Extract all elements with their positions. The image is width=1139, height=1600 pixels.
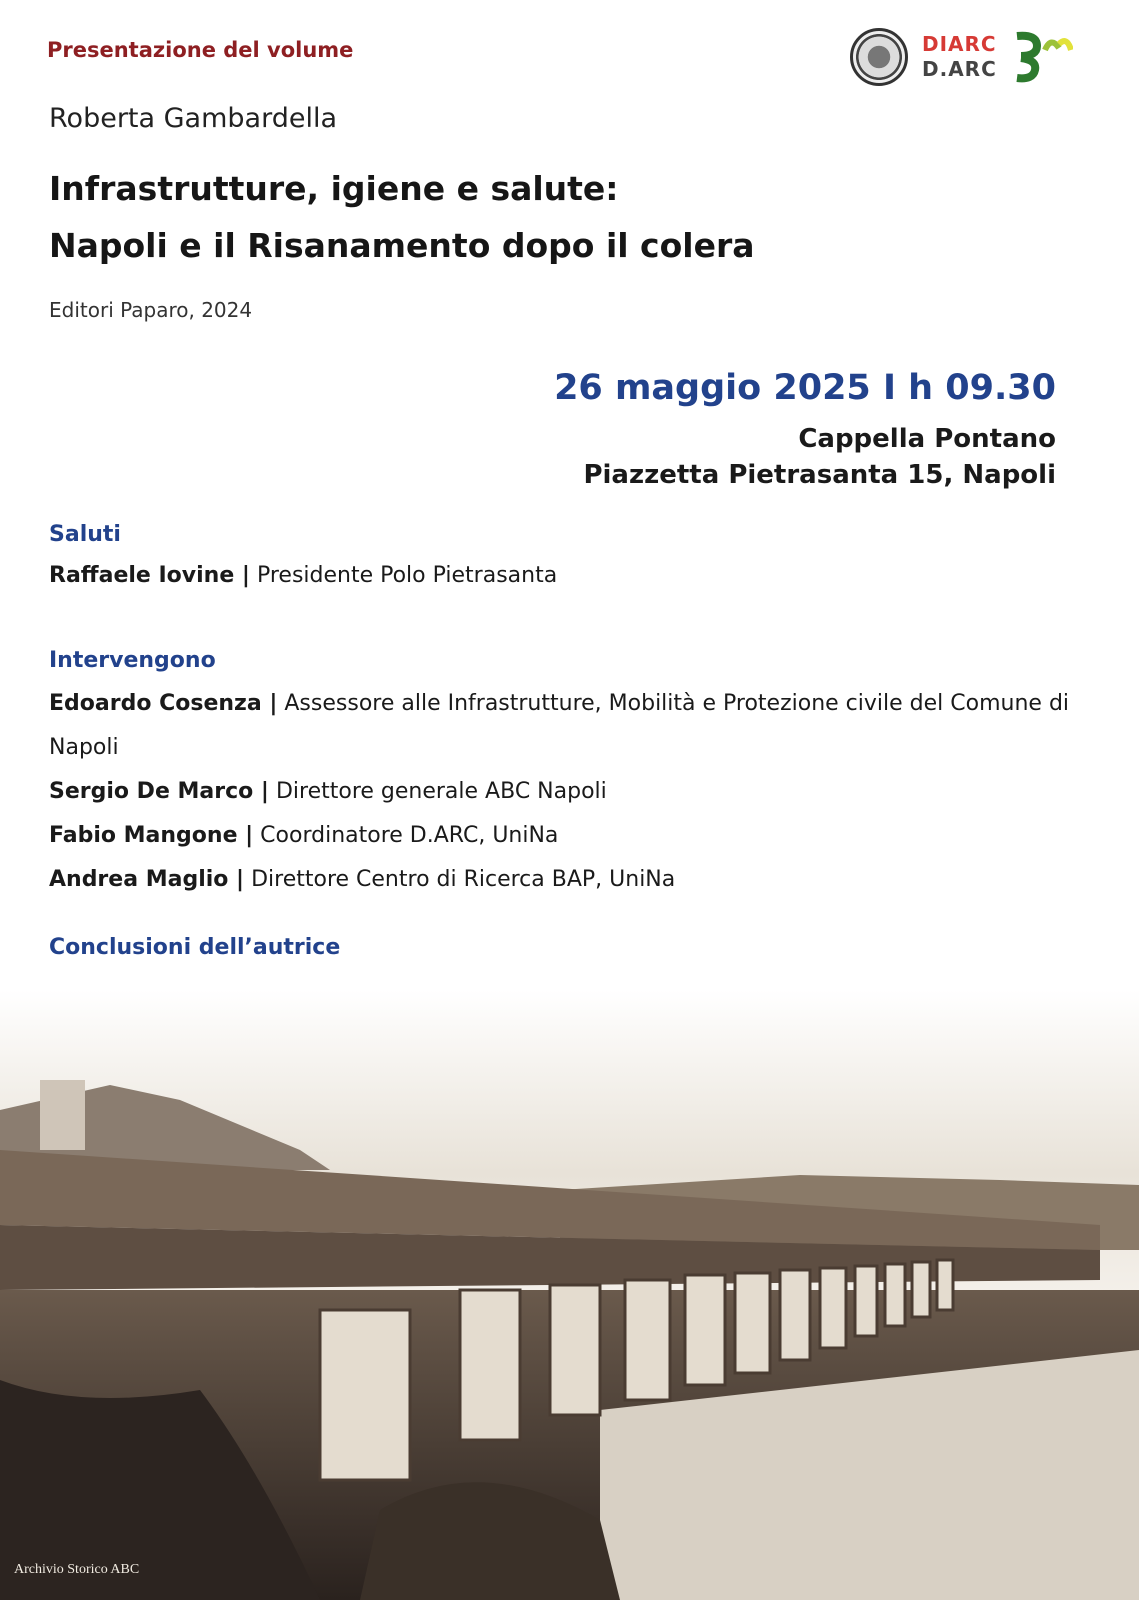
speaker-row: Fabio Mangone | Coordinatore D.ARC, UniNa: [49, 823, 559, 848]
kicker: Presentazione del volume: [47, 38, 354, 62]
speaker-row: Raffaele Iovine | Presidente Polo Pietrasanta: [49, 563, 558, 588]
speaker-row: Andrea Maglio | Direttore Centro di Ricerca BAP, UniNa: [49, 867, 676, 892]
bap-logo-icon: [1011, 30, 1073, 84]
saluti-heading: Saluti: [49, 522, 121, 547]
speaker-row: Sergio De Marco | Direttore generale ABC Napoli: [49, 779, 607, 804]
publisher: Editori Paparo, 2024: [49, 298, 253, 322]
intervengono-heading: Intervengono: [49, 648, 216, 673]
speaker-row: Edoardo Cosenza | Assessore alle Infrastrutture, Mobilità e Protezione civile del Comune di Napoli: [49, 691, 1070, 760]
university-seal-icon: [850, 28, 908, 86]
book-title: Infrastrutture, igiene e salute: Napoli e il Risanamento dopo il colera: [49, 169, 755, 265]
diarc-logo: DIARC D.ARC: [922, 32, 997, 81]
event-venue: Cappella Pontano Piazzetta Pietrasanta 15, Napoli: [583, 424, 1056, 490]
conclusioni-heading: Conclusioni dell’autrice: [49, 935, 341, 960]
event-date: 26 maggio 2025 I h 09.30: [554, 368, 1056, 408]
photo-credit: Archivio Storico ABC: [14, 1562, 140, 1577]
author: Roberta Gambardella: [49, 103, 338, 134]
logos: [850, 28, 1073, 86]
aqueduct-photo: [0, 990, 1139, 1600]
